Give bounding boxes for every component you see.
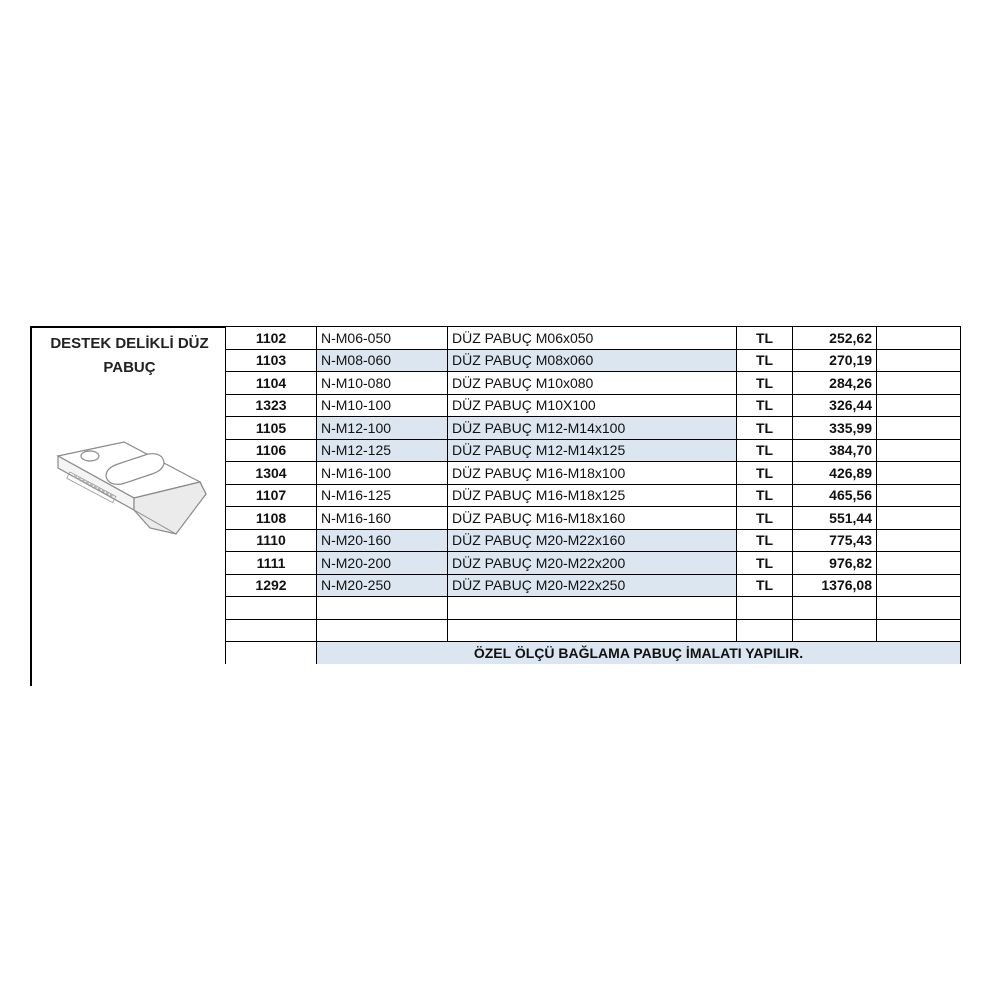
table-row	[226, 372, 961, 395]
item-id-cell: 1102	[226, 327, 317, 350]
item-id-cell: 1103	[226, 349, 317, 372]
price-table	[225, 326, 961, 664]
table-row	[226, 574, 961, 597]
empty-cell	[877, 417, 961, 440]
empty-cell	[877, 462, 961, 485]
item-id-cell: 1111	[226, 552, 317, 575]
price-cell: 1376,08	[793, 574, 877, 597]
price-cell: 384,70	[793, 439, 877, 462]
item-id-cell: 1107	[226, 484, 317, 507]
table-row	[226, 552, 961, 575]
item-code-cell: N-M12-100	[317, 417, 448, 440]
item-description-cell: DÜZ PABUÇ M08x060	[448, 349, 737, 372]
currency-cell: TL	[737, 349, 793, 372]
item-id-cell: 1323	[226, 394, 317, 417]
empty-cell	[877, 484, 961, 507]
table-row	[226, 529, 961, 552]
empty-cell	[877, 327, 961, 350]
item-code-cell: N-M10-100	[317, 394, 448, 417]
item-description-cell: DÜZ PABUÇ M10x080	[448, 372, 737, 395]
currency-cell: TL	[737, 552, 793, 575]
item-description-cell: DÜZ PABUÇ M06x050	[448, 327, 737, 350]
table-row	[226, 349, 961, 372]
price-cell: 252,62	[793, 327, 877, 350]
price-cell: 270,19	[793, 349, 877, 372]
empty-cell	[226, 619, 317, 642]
empty-cell	[793, 597, 877, 620]
empty-row	[226, 619, 961, 642]
price-cell: 284,26	[793, 372, 877, 395]
item-code-cell: N-M16-125	[317, 484, 448, 507]
empty-cell	[877, 529, 961, 552]
table-row	[226, 484, 961, 507]
currency-cell: TL	[737, 439, 793, 462]
currency-cell: TL	[737, 529, 793, 552]
empty-cell	[877, 619, 961, 642]
table-row	[226, 327, 961, 350]
table-row	[226, 439, 961, 462]
price-cell: 465,56	[793, 484, 877, 507]
empty-cell	[226, 597, 317, 620]
item-description-cell: DÜZ PABUÇ M16-M18x125	[448, 484, 737, 507]
product-title-line2: PABUÇ	[103, 359, 156, 376]
empty-cell	[877, 597, 961, 620]
item-id-cell: 1106	[226, 439, 317, 462]
empty-cell	[877, 574, 961, 597]
currency-cell: TL	[737, 574, 793, 597]
currency-cell: TL	[737, 462, 793, 485]
empty-cell	[226, 642, 317, 665]
empty-cell	[877, 439, 961, 462]
item-description-cell: DÜZ PABUÇ M16-M18x160	[448, 507, 737, 530]
item-code-cell: N-M08-060	[317, 349, 448, 372]
custom-order-note: ÖZEL ÖLÇÜ BAĞLAMA PABUÇ İMALATI YAPILIR.	[317, 642, 961, 665]
item-id-cell: 1108	[226, 507, 317, 530]
item-description-cell: DÜZ PABUÇ M12-M14x100	[448, 417, 737, 440]
currency-cell: TL	[737, 327, 793, 350]
currency-cell: TL	[737, 372, 793, 395]
item-description-cell: DÜZ PABUÇ M20-M22x160	[448, 529, 737, 552]
price-cell: 976,82	[793, 552, 877, 575]
table-row	[226, 462, 961, 485]
empty-cell	[877, 372, 961, 395]
table-row	[226, 394, 961, 417]
item-description-cell: DÜZ PABUÇ M12-M14x125	[448, 439, 737, 462]
empty-cell	[317, 597, 448, 620]
currency-cell: TL	[737, 484, 793, 507]
item-code-cell: N-M20-250	[317, 574, 448, 597]
empty-cell	[877, 552, 961, 575]
product-panel	[30, 326, 225, 686]
item-description-cell: DÜZ PABUÇ M10X100	[448, 394, 737, 417]
item-id-cell: 1104	[226, 372, 317, 395]
item-id-cell: 1292	[226, 574, 317, 597]
item-code-cell: N-M10-080	[317, 372, 448, 395]
empty-cell	[448, 619, 737, 642]
price-cell: 335,99	[793, 417, 877, 440]
item-description-cell: DÜZ PABUÇ M20-M22x250	[448, 574, 737, 597]
item-description-cell: DÜZ PABUÇ M20-M22x200	[448, 552, 737, 575]
product-title	[32, 332, 227, 380]
price-cell: 551,44	[793, 507, 877, 530]
item-description-cell: DÜZ PABUÇ M16-M18x100	[448, 462, 737, 485]
note-row	[226, 642, 961, 665]
currency-cell: TL	[737, 394, 793, 417]
item-id-cell: 1304	[226, 462, 317, 485]
empty-cell	[877, 507, 961, 530]
empty-cell	[448, 597, 737, 620]
empty-cell	[793, 619, 877, 642]
empty-cell	[877, 349, 961, 372]
price-cell: 426,89	[793, 462, 877, 485]
flat-clamp-drawing-icon	[52, 438, 212, 553]
empty-cell	[877, 394, 961, 417]
item-code-cell: N-M20-160	[317, 529, 448, 552]
price-sheet	[30, 326, 960, 686]
table-row	[226, 507, 961, 530]
price-cell: 326,44	[793, 394, 877, 417]
product-title-line1: DESTEK DELİKLİ DÜZ	[50, 335, 209, 352]
empty-cell	[317, 619, 448, 642]
currency-cell: TL	[737, 507, 793, 530]
empty-cell	[737, 597, 793, 620]
item-code-cell: N-M06-050	[317, 327, 448, 350]
price-cell: 775,43	[793, 529, 877, 552]
table-row	[226, 417, 961, 440]
empty-row	[226, 597, 961, 620]
empty-cell	[737, 619, 793, 642]
item-code-cell: N-M16-160	[317, 507, 448, 530]
item-id-cell: 1105	[226, 417, 317, 440]
item-code-cell: N-M12-125	[317, 439, 448, 462]
currency-cell: TL	[737, 417, 793, 440]
item-code-cell: N-M20-200	[317, 552, 448, 575]
item-id-cell: 1110	[226, 529, 317, 552]
item-code-cell: N-M16-100	[317, 462, 448, 485]
